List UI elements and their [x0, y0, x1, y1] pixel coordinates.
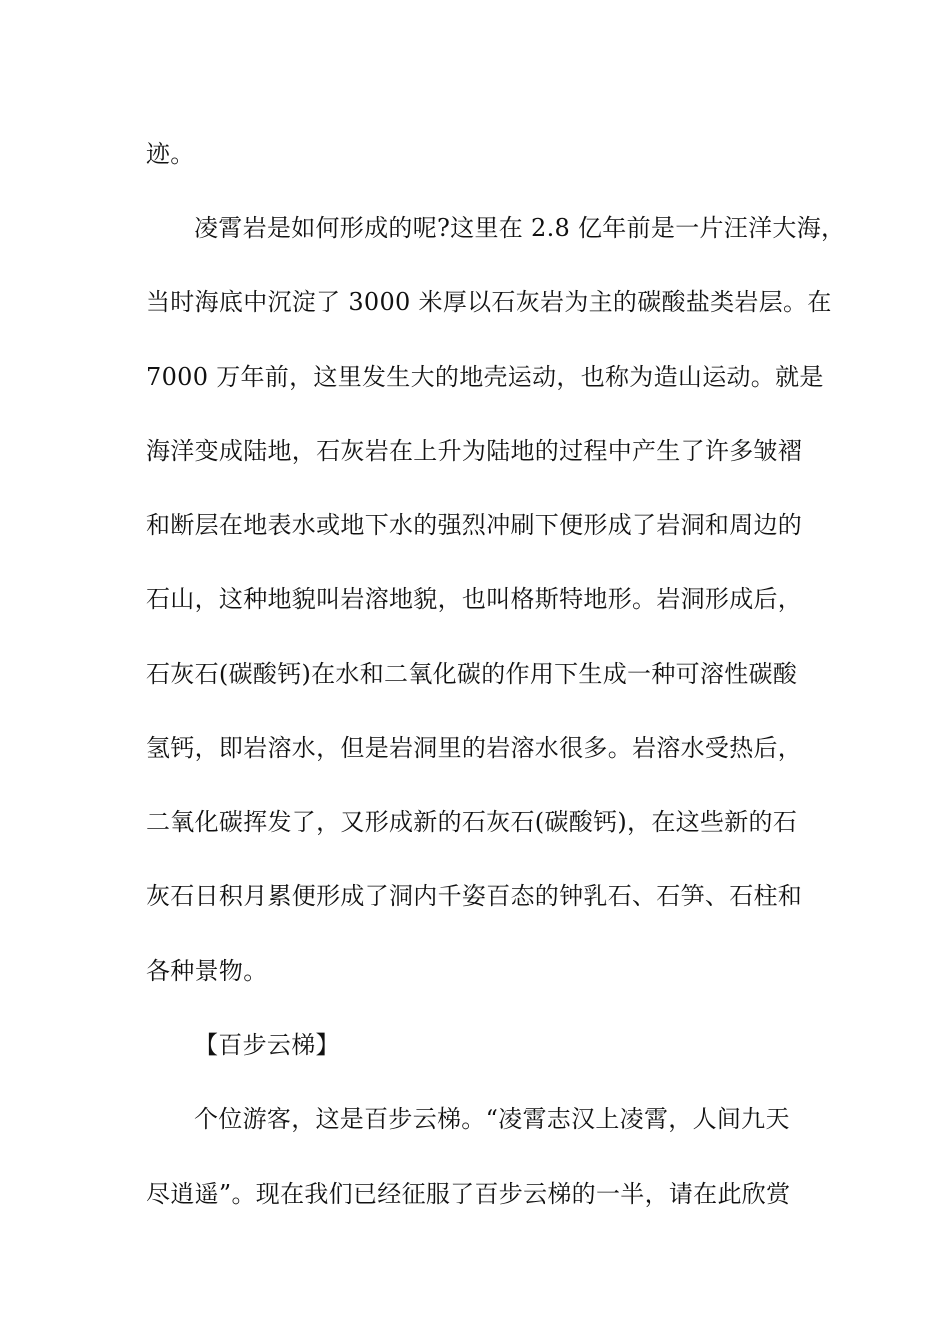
paragraph-line: 当时海底中沉淀了 3000 米厚以石灰岩为主的碳酸盐类岩层。在 [146, 288, 832, 316]
paragraph-line: 7000 万年前，这里发生大的地壳运动，也称为造山运动。就是 [146, 363, 824, 391]
paragraph-line: 和断层在地表水或地下水的强烈冲刷下便形成了岩洞和周边的 [146, 511, 803, 539]
paragraph-line: 二氧化碳挥发了，又形成新的石灰石(碳酸钙)，在这些新的石 [146, 808, 798, 836]
paragraph-line: 石山，这种地貌叫岩溶地貌，也叫格斯特地形。岩洞形成后， [146, 585, 803, 613]
paragraph-line: 凌霄岩是如何形成的呢?这里在 2.8 亿年前是一片汪洋大海， [194, 214, 846, 242]
paragraph-line: 个位游客，这是百步云梯。“凌霄志汉上凌霄，人间九天 [194, 1105, 790, 1133]
paragraph-line: 迹。 [146, 140, 195, 168]
paragraph-line: 海洋变成陆地，石灰岩在上升为陆地的过程中产生了许多皱褶 [146, 437, 803, 465]
paragraph-line: 各种景物。 [146, 957, 268, 985]
section-heading: 【百步云梯】 [194, 1031, 340, 1059]
paragraph-line: 氢钙，即岩溶水，但是岩洞里的岩溶水很多。岩溶水受热后， [146, 734, 803, 762]
paragraph-line: 灰石日积月累便形成了洞内千姿百态的钟乳石、石笋、石柱和 [146, 882, 803, 910]
paragraph-line: 石灰石(碳酸钙)在水和二氧化碳的作用下生成一种可溶性碳酸 [146, 660, 798, 688]
paragraph-line: 尽逍遥”。现在我们已经征服了百步云梯的一半，请在此欣赏 [146, 1180, 791, 1208]
